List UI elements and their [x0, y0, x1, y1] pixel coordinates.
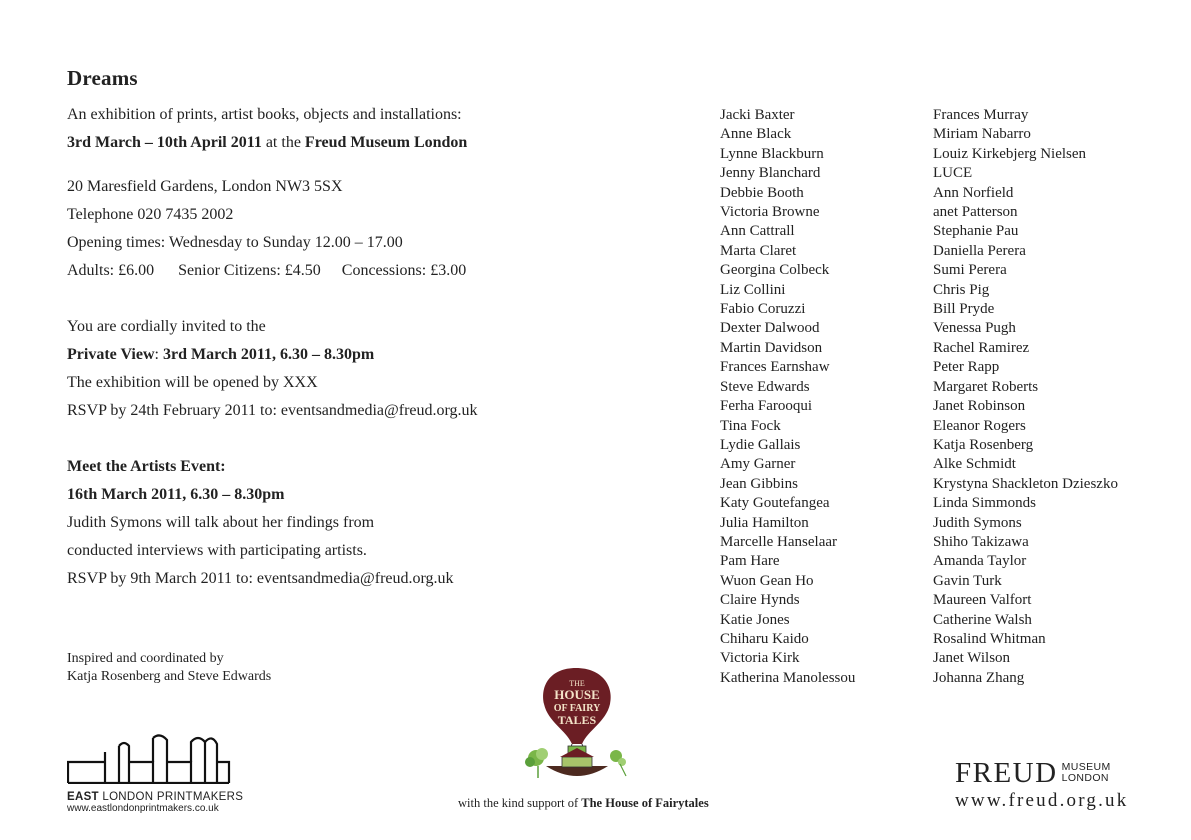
- artist-name: LUCE: [933, 165, 973, 182]
- invite-line: You are cordially invited to the: [67, 318, 266, 335]
- venue-name: Freud Museum London: [304, 134, 468, 151]
- opening-times: Opening times: Wednesday to Sunday 12.00 – 17.00: [67, 234, 403, 251]
- printmakers-url: www.eastlondonprintmakers.co.uk: [67, 803, 219, 814]
- meet-artists-date: [67, 481, 667, 509]
- private-view-rsvp: RSVP by 24th February 2011 to: eventsandmedia@freud.org.uk: [67, 402, 478, 419]
- freud-wordmark: FREUD: [955, 757, 1058, 789]
- hof-logo-line-2: HOUSE: [554, 687, 600, 702]
- artists-column-2: [933, 106, 1118, 688]
- hof-logo-line-4: TALES: [557, 713, 597, 727]
- artist-name: Julia Hamilton: [720, 514, 809, 531]
- artist-name: Margaret Roberts: [933, 378, 1039, 395]
- artist-name: Ferha Farooqui: [720, 398, 813, 415]
- artist-name: Stephanie Pau: [933, 223, 1019, 240]
- artist-name: Janet Robinson: [933, 398, 1026, 415]
- artist-name: Steve Edwards: [720, 378, 810, 395]
- artist-name: Dexter Dalwood: [720, 320, 820, 337]
- artist-name: Lydie Gallais: [720, 436, 801, 453]
- artist-name: Louiz Kirkebjerg Nielsen: [933, 145, 1087, 162]
- artist-name: Rachel Ramirez: [933, 339, 1030, 356]
- meet-artists-heading-text: Meet the Artists Event:: [67, 458, 226, 475]
- artist-name: Katy Goutefangea: [720, 495, 830, 512]
- artist-name: Anne Black: [720, 126, 792, 143]
- opened-by: The exhibition will be opened by XXX: [67, 374, 318, 391]
- artist-name: Frances Murray: [933, 107, 1029, 123]
- artist-name: Frances Earnshaw: [720, 359, 830, 376]
- artist-name: Amanda Taylor: [933, 553, 1027, 570]
- printmakers-name-east: EAST: [67, 791, 99, 803]
- artist-name: Janet Wilson: [933, 650, 1011, 667]
- artist-name: Chiharu Kaido: [720, 630, 809, 647]
- artist-name: Ann Norfield: [933, 184, 1014, 201]
- meet-artists-date-text: 16th March 2011, 6.30 – 8.30pm: [67, 486, 285, 503]
- artist-name: Ann Cattrall: [720, 223, 795, 240]
- artist-name: Daniella Perera: [933, 242, 1026, 259]
- artist-name: Claire Hynds: [720, 592, 800, 609]
- artist-name: Gavin Turk: [933, 572, 1002, 589]
- artist-name: Krystyna Shackleton Dzieszko: [933, 475, 1118, 492]
- house-of-fairytales-logo: [522, 664, 632, 791]
- price-adults: Adults: £6.00: [67, 262, 155, 279]
- freud-url: www.freud.org.uk: [955, 790, 1129, 811]
- artist-name: Shiho Takizawa: [933, 533, 1029, 550]
- printmakers-name-rest: LONDON PRINTMAKERS: [98, 791, 244, 803]
- artist-name: Judith Symons: [933, 514, 1022, 531]
- freud-sub-museum: MUSEUM: [1061, 761, 1111, 773]
- artist-name: Sumi Perera: [933, 262, 1007, 279]
- telephone: Telephone 020 7435 2002: [67, 206, 234, 223]
- hof-logo-line-3: OF FAIRY: [553, 703, 601, 714]
- hot-air-balloon-icon: [522, 664, 632, 786]
- page-title: Dreams: [67, 66, 138, 90]
- support-org: The House of Fairytales: [581, 796, 709, 810]
- artist-name: anet Patterson: [933, 204, 1018, 221]
- exhibition-dates: 3rd March – 10th April 2011: [67, 134, 262, 151]
- private-view-date: 3rd March 2011, 6.30 – 8.30pm: [162, 346, 375, 363]
- east-london-printmakers-logo: [67, 732, 243, 814]
- private-view-label: Private View: [67, 346, 155, 363]
- artist-name: Katie Jones: [720, 611, 790, 628]
- artist-name: Georgina Colbeck: [720, 262, 830, 279]
- artist-name: Maureen Valfort: [933, 592, 1032, 609]
- artist-name: Catherine Walsh: [933, 611, 1032, 628]
- artist-name: Wuon Gean Ho: [720, 572, 814, 589]
- credits-line-2: Katja Rosenberg and Steve Edwards: [67, 669, 272, 684]
- freud-museum-logo: [955, 758, 1128, 812]
- at-text: at the: [261, 134, 305, 151]
- dates-venue-line: [67, 129, 667, 157]
- artist-name: Eleanor Rogers: [933, 417, 1026, 434]
- support-text: with the kind support of: [458, 796, 582, 810]
- meet-artists-desc-1: Judith Symons will talk about her findings from: [67, 514, 375, 531]
- artist-name: Victoria Kirk: [720, 650, 800, 667]
- freud-museum-subtitle: [1062, 762, 1111, 784]
- artist-name: Tina Fock: [720, 417, 781, 434]
- exhibition-info: [67, 66, 667, 593]
- artists-column-1: [720, 106, 855, 688]
- intro-line: An exhibition of prints, artist books, objects and installations:: [67, 106, 462, 123]
- artist-name: Jean Gibbins: [720, 475, 798, 492]
- meet-artists-rsvp: RSVP by 9th March 2011 to: eventsandmedia@freud.org.uk: [67, 570, 454, 587]
- freud-sub-london: LONDON: [1061, 772, 1109, 784]
- artist-name: Lynne Blackburn: [720, 145, 824, 162]
- hof-logo-line-1: THE: [569, 679, 585, 688]
- prices: [67, 257, 667, 285]
- meet-artists-desc-2: conducted interviews with participating artists.: [67, 542, 367, 559]
- artist-name: Jenny Blanchard: [720, 165, 821, 182]
- private-view-colon: :: [154, 346, 163, 363]
- artist-name: Johanna Zhang: [933, 669, 1025, 686]
- artist-name: Amy Garner: [720, 456, 796, 473]
- meet-artists-heading: [67, 453, 667, 481]
- price-concessions: Concessions: £3.00: [341, 262, 467, 279]
- artist-name: Rosalind Whitman: [933, 630, 1046, 647]
- artist-name: Liz Collini: [720, 281, 786, 298]
- artist-name: Martin Davidson: [720, 339, 823, 356]
- artist-name: Marcelle Hanselaar: [720, 533, 838, 550]
- credits: [67, 650, 271, 686]
- price-seniors: Senior Citizens: £4.50: [178, 262, 321, 279]
- credits-line-1: Inspired and coordinated by: [67, 651, 224, 666]
- artist-name: Katja Rosenberg: [933, 436, 1034, 453]
- artist-name: Victoria Browne: [720, 204, 820, 221]
- support-line: [458, 796, 709, 811]
- artist-name: Pam Hare: [720, 553, 780, 570]
- artist-name: Linda Simmonds: [933, 495, 1036, 512]
- printmakers-book-icon: [67, 732, 231, 784]
- address: 20 Maresfield Gardens, London NW3 5SX: [67, 178, 343, 195]
- artist-name: Fabio Coruzzi: [720, 301, 806, 318]
- artist-name: Chris Pig: [933, 281, 990, 298]
- artist-name: Jacki Baxter: [720, 107, 795, 123]
- artist-name: Miriam Nabarro: [933, 126, 1031, 143]
- artist-name: Marta Claret: [720, 242, 797, 259]
- artist-name: Katherina Manolessou: [720, 669, 856, 686]
- printmakers-name: [67, 791, 243, 803]
- private-view-line: [67, 341, 667, 369]
- artist-name: Debbie Booth: [720, 184, 804, 201]
- artist-name: Alke Schmidt: [933, 456, 1016, 473]
- artist-name: Bill Pryde: [933, 301, 995, 318]
- artist-name: Peter Rapp: [933, 359, 1000, 376]
- artist-name: Venessa Pugh: [933, 320, 1016, 337]
